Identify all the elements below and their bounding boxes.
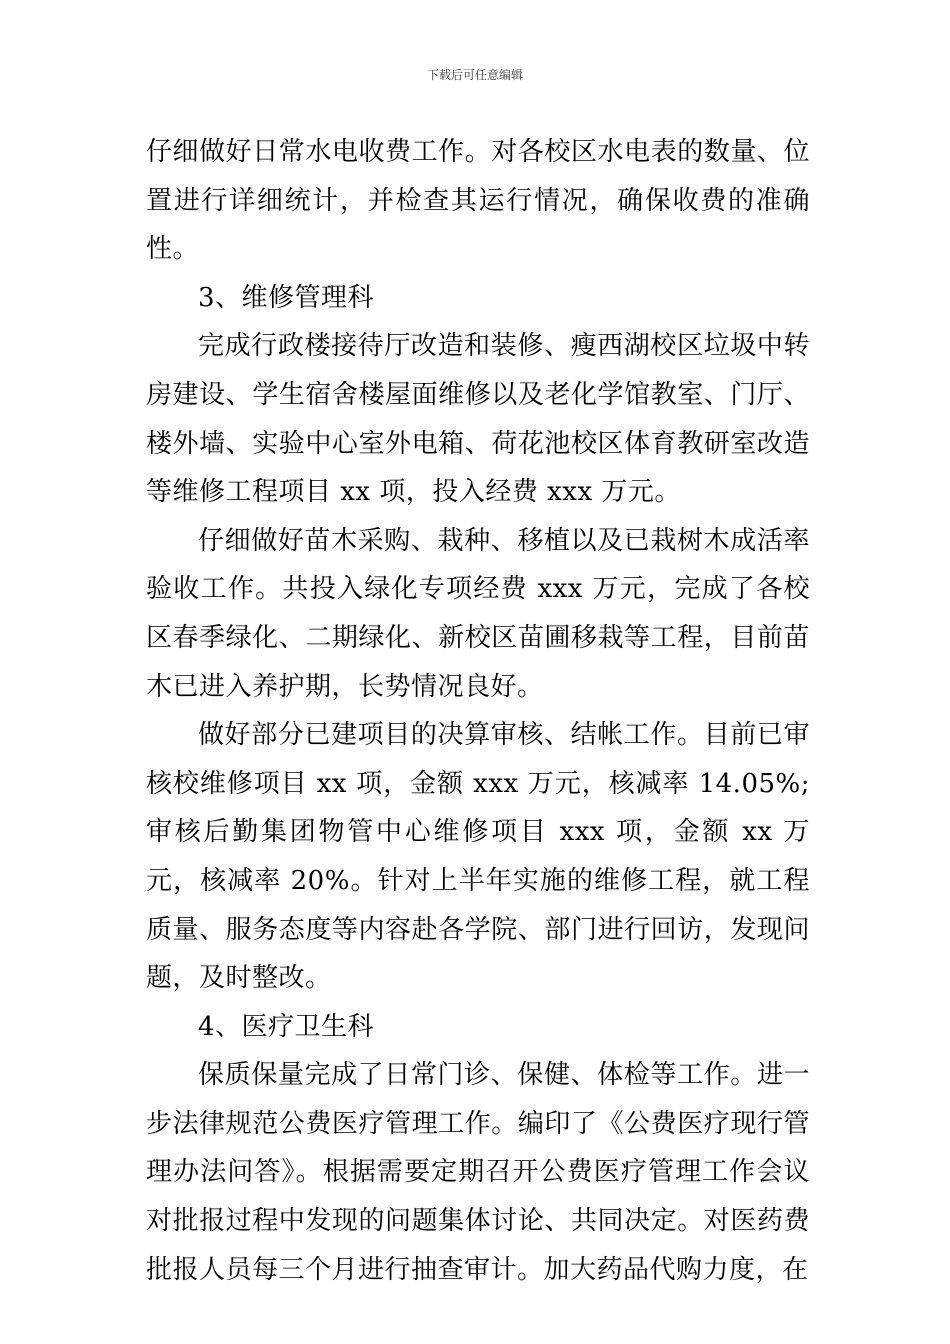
paragraph-maintenance-projects: 完成行政楼接待厅改造和装修、瘦西湖校区垃圾中转房建设、学生宿舍楼屋面维修以及老化学馆教室、门厅、楼外墙、实验中心室外电箱、荷花池校区体育教研室改造等维修工程项目 xx 项，投入经费 xxx 万元。 (146, 331, 810, 508)
section-heading-medical: 4、医疗卫生科 (198, 1011, 375, 1042)
paragraph-medical-work: 保质保量完成了日常门诊、保健、体检等工作。进一步法律规范公费医疗管理工作。编印了《公费医疗现行管理办法问答》。根据需要定期召开公费医疗管理工作会议对批报过程中发现的问题集体讨论、共同决定。对医药费批报人员每三个月进行抽查审计。加大药品代购力度，在 (146, 1060, 810, 1285)
paragraph-greening: 仔细做好苗木采购、栽种、移植以及已栽树木成活率验收工作。共投入绿化专项经费 xxx 万元，完成了各校区春季绿化、二期绿化、新校区苗圃移栽等工程，目前苗木已进入养护期，长势情况良好。 (146, 525, 810, 702)
page-header: 下载后可任意编辑 (426, 68, 523, 82)
paragraph-water-electric-fees: 仔细做好日常水电收费工作。对各校区水电表的数量、位置进行详细统计，并检查其运行情况，确保收费的准确性。 (146, 137, 810, 265)
document-body (146, 128, 810, 1294)
paragraph-audit: 做好部分已建项目的决算审核、结帐工作。目前已审核校维修项目 xx 项，金额 xxx 万元，核减率 14.05%;审核后勤集团物管中心维修项目 xxx 项，金额 xx 万元，核减率 20%。针对上半年实施的维修工程，就工程质量、服务态度等内容赴各学院、部门进行回访，发现问题，及时整改。 (146, 720, 810, 994)
section-heading-maintenance: 3、维修管理科 (198, 282, 375, 313)
